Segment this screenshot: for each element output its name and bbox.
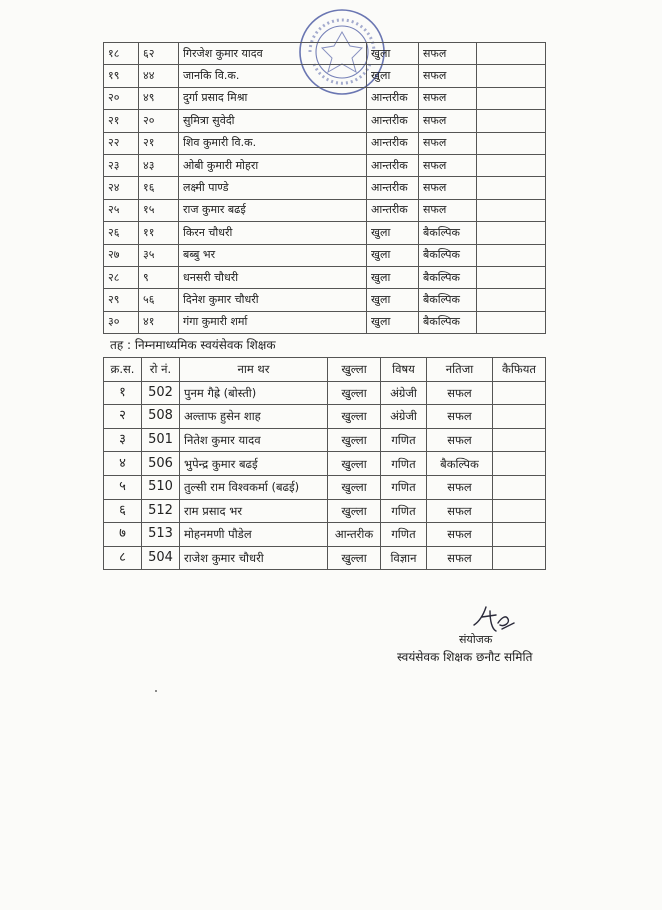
cell-result: सफल <box>427 523 493 547</box>
cell-type: खुला <box>367 65 419 87</box>
table-row <box>104 523 546 547</box>
cell-name: भुपेन्द्र कुमार बढई <box>180 452 328 476</box>
cell-sn: ६ <box>104 499 142 523</box>
table-row <box>104 65 546 87</box>
cell-name: पुनम गैह्रे (बोस्ती) <box>180 381 328 405</box>
cell-remark <box>493 546 546 570</box>
cell-roll: 513 <box>142 523 180 547</box>
cell-name: राजेश कुमार चौधरी <box>180 546 328 570</box>
cell-roll: ४४ <box>139 65 179 87</box>
cell-roll: ६२ <box>139 43 179 65</box>
cell-name: जानकि वि.क. <box>179 65 367 87</box>
table-row <box>104 311 546 333</box>
cell-result: बैकल्पिक <box>419 311 477 333</box>
cell-roll: ४३ <box>139 154 179 176</box>
cell-subject: गणित <box>381 499 427 523</box>
cell-sn: २३ <box>104 154 139 176</box>
table-row <box>104 546 546 570</box>
signature-mark <box>470 603 518 635</box>
cell-subject: गणित <box>381 428 427 452</box>
cell-type: खुल्ला <box>328 546 381 570</box>
cell-remark <box>477 177 546 199</box>
table-row <box>104 87 546 109</box>
cell-sn: २६ <box>104 222 139 244</box>
cell-name: राम प्रसाद भर <box>180 499 328 523</box>
cell-type: आन्तरीक <box>367 199 419 221</box>
cell-roll: 502 <box>142 381 180 405</box>
cell-name: अल्ताफ हुसेन शाह <box>180 405 328 429</box>
cell-roll: ४९ <box>139 87 179 109</box>
cell-sn: २८ <box>104 266 139 288</box>
col-header-subject: विषय <box>381 358 427 382</box>
cell-sn: ८ <box>104 546 142 570</box>
cell-name: लक्ष्मी पाण्डे <box>179 177 367 199</box>
cell-remark <box>493 405 546 429</box>
scan-speck <box>155 690 157 692</box>
cell-name: नितेश कुमार यादव <box>180 428 328 452</box>
cell-roll: 510 <box>142 475 180 499</box>
cell-result: सफल <box>427 428 493 452</box>
table-row <box>104 452 546 476</box>
table-row <box>104 244 546 266</box>
cell-name: तुल्सी राम विश्वकर्मा (बढई) <box>180 475 328 499</box>
cell-type: खुला <box>367 244 419 266</box>
cell-remark <box>477 311 546 333</box>
section-caption: तह : निम्नमाध्यमिक स्वयंसेवक शिक्षक <box>110 338 276 352</box>
cell-name: धनसरी चौधरी <box>179 266 367 288</box>
cell-type: खुला <box>367 266 419 288</box>
cell-remark <box>477 87 546 109</box>
cell-result: सफल <box>427 405 493 429</box>
cell-sn: ५ <box>104 475 142 499</box>
cell-roll: ४१ <box>139 311 179 333</box>
cell-roll: ५६ <box>139 289 179 311</box>
table-row <box>104 177 546 199</box>
cell-remark <box>477 266 546 288</box>
cell-type: खुला <box>367 311 419 333</box>
cell-roll: ९ <box>139 266 179 288</box>
col-header-roll: रो नं. <box>142 358 180 382</box>
cell-type: आन्तरीक <box>367 110 419 132</box>
cell-name: मोहनमणी पौडेल <box>180 523 328 547</box>
cell-type: खुल्ला <box>328 475 381 499</box>
cell-remark <box>493 475 546 499</box>
cell-roll: 504 <box>142 546 180 570</box>
cell-sn: २१ <box>104 110 139 132</box>
table-row <box>104 132 546 154</box>
cell-result: सफल <box>419 132 477 154</box>
cell-type: खुल्ला <box>328 499 381 523</box>
cell-roll: २० <box>139 110 179 132</box>
cell-type: आन्तरीक <box>367 177 419 199</box>
cell-type: आन्तरीक <box>328 523 381 547</box>
cell-subject: अंग्रेजी <box>381 405 427 429</box>
table-body <box>104 43 546 334</box>
cell-result: सफल <box>419 65 477 87</box>
candidate-table-continued <box>103 42 546 334</box>
cell-sn: ७ <box>104 523 142 547</box>
cell-roll: १६ <box>139 177 179 199</box>
cell-name: दिनेश कुमार चौधरी <box>179 289 367 311</box>
cell-name: बब्बु भर <box>179 244 367 266</box>
cell-remark <box>493 523 546 547</box>
cell-type: खुला <box>367 43 419 65</box>
cell-roll: 512 <box>142 499 180 523</box>
cell-remark <box>477 244 546 266</box>
table-row <box>104 428 546 452</box>
cell-sn: २४ <box>104 177 139 199</box>
cell-roll: 501 <box>142 428 180 452</box>
cell-sn: १८ <box>104 43 139 65</box>
table-row <box>104 289 546 311</box>
cell-type: खुला <box>367 222 419 244</box>
cell-name: किरन चौधरी <box>179 222 367 244</box>
cell-remark <box>477 110 546 132</box>
cell-sn: २९ <box>104 289 139 311</box>
cell-remark <box>493 428 546 452</box>
cell-subject: गणित <box>381 523 427 547</box>
cell-result: सफल <box>427 546 493 570</box>
cell-name: शिव कुमारी वि.क. <box>179 132 367 154</box>
table-header-row <box>104 358 546 382</box>
cell-roll: १५ <box>139 199 179 221</box>
cell-type: आन्तरीक <box>367 87 419 109</box>
cell-remark <box>477 154 546 176</box>
cell-result: बैकल्पिक <box>419 266 477 288</box>
col-header-result: नतिजा <box>427 358 493 382</box>
cell-sn: २२ <box>104 132 139 154</box>
cell-sn: २७ <box>104 244 139 266</box>
col-header-sn: क्र.स. <box>104 358 142 382</box>
committee-name: स्वयंसेवक शिक्षक छनौट समिति <box>397 650 533 664</box>
cell-result: बैकल्पिक <box>419 244 477 266</box>
cell-type: आन्तरीक <box>367 132 419 154</box>
cell-remark <box>477 222 546 244</box>
cell-remark <box>477 43 546 65</box>
cell-result: सफल <box>427 499 493 523</box>
cell-remark <box>477 132 546 154</box>
col-header-type: खुल्ला <box>328 358 381 382</box>
cell-name: राज कुमार बढई <box>179 199 367 221</box>
cell-result: सफल <box>427 475 493 499</box>
cell-sn: ३ <box>104 428 142 452</box>
cell-result: सफल <box>419 199 477 221</box>
cell-result: सफल <box>419 110 477 132</box>
cell-result: बैकल्पिक <box>419 222 477 244</box>
cell-subject: विज्ञान <box>381 546 427 570</box>
cell-remark <box>493 499 546 523</box>
cell-sn: ३० <box>104 311 139 333</box>
cell-result: बैकल्पिक <box>419 289 477 311</box>
cell-type: खुल्ला <box>328 381 381 405</box>
cell-name: दुर्गा प्रसाद मिश्रा <box>179 87 367 109</box>
table-row <box>104 110 546 132</box>
cell-sn: १९ <box>104 65 139 87</box>
lower-secondary-teacher-table <box>103 357 546 570</box>
cell-roll: 508 <box>142 405 180 429</box>
cell-roll: 506 <box>142 452 180 476</box>
cell-sn: २ <box>104 405 142 429</box>
table-row <box>104 405 546 429</box>
cell-result: सफल <box>419 87 477 109</box>
cell-type: खुल्ला <box>328 405 381 429</box>
cell-roll: ३५ <box>139 244 179 266</box>
table-body <box>104 381 546 570</box>
table-row <box>104 266 546 288</box>
cell-remark <box>493 381 546 405</box>
cell-remark <box>477 65 546 87</box>
cell-remark <box>493 452 546 476</box>
cell-subject: गणित <box>381 452 427 476</box>
col-header-remark: कैफियत <box>493 358 546 382</box>
cell-remark <box>477 289 546 311</box>
cell-result: सफल <box>419 154 477 176</box>
cell-roll: ११ <box>139 222 179 244</box>
table-row <box>104 154 546 176</box>
cell-sn: १ <box>104 381 142 405</box>
signatory-role: संयोजक <box>459 633 493 646</box>
cell-sn: २५ <box>104 199 139 221</box>
table-row <box>104 222 546 244</box>
cell-roll: २१ <box>139 132 179 154</box>
col-header-name: नाम थर <box>180 358 328 382</box>
cell-type: खुला <box>367 289 419 311</box>
table-row <box>104 43 546 65</box>
cell-result: बैकल्पिक <box>427 452 493 476</box>
cell-type: खुल्ला <box>328 428 381 452</box>
cell-name: गिरजेश कुमार यादव <box>179 43 367 65</box>
cell-name: सुमित्रा सुवेदी <box>179 110 367 132</box>
cell-subject: गणित <box>381 475 427 499</box>
cell-result: सफल <box>427 381 493 405</box>
table-row <box>104 199 546 221</box>
cell-name: ओबी कुमारी मोहरा <box>179 154 367 176</box>
table-row <box>104 475 546 499</box>
cell-sn: ४ <box>104 452 142 476</box>
cell-type: आन्तरीक <box>367 154 419 176</box>
cell-subject: अंग्रेजी <box>381 381 427 405</box>
cell-name: गंगा कुमारी शर्मा <box>179 311 367 333</box>
table-row <box>104 381 546 405</box>
cell-remark <box>477 199 546 221</box>
cell-sn: २० <box>104 87 139 109</box>
cell-result: सफल <box>419 43 477 65</box>
cell-result: सफल <box>419 177 477 199</box>
table-row <box>104 499 546 523</box>
cell-type: खुल्ला <box>328 452 381 476</box>
